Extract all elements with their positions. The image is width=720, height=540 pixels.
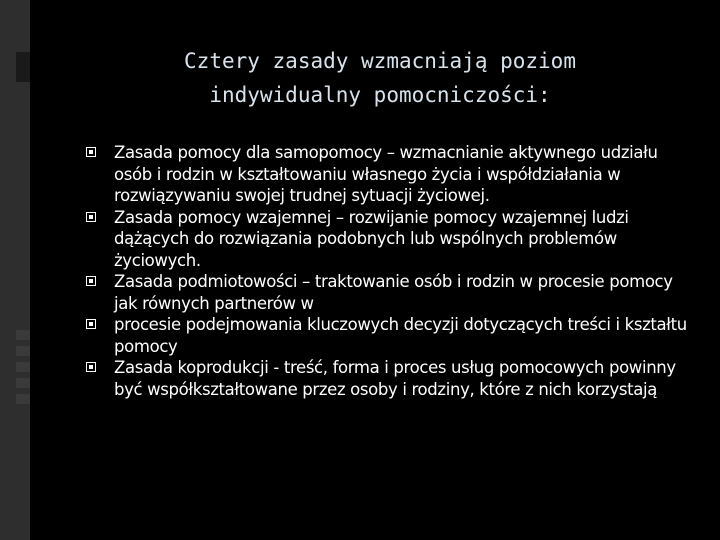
- bullet-item: [86, 314, 690, 357]
- bullet-text: Zasada koprodukcji - treść, forma i proces usług pomocowych powinny być współkształtowane przez osoby i rodziny, które z nich korzystają: [114, 358, 676, 399]
- decorative-block: [16, 330, 30, 340]
- bullet-item: [86, 271, 690, 314]
- slide-title: [60, 44, 700, 112]
- bullet-text: procesie podejmowania kluczowych decyzji dotyczących treści i kształtu pomocy: [114, 315, 687, 356]
- bullet-item: [86, 207, 690, 272]
- square-bullet-icon: [86, 362, 96, 372]
- bullet-item: [86, 357, 690, 400]
- decorative-block: [16, 346, 30, 356]
- decorative-block: [16, 362, 30, 372]
- square-bullet-icon: [86, 319, 96, 329]
- slide-title-line: Cztery zasady wzmacniają poziom: [184, 49, 576, 73]
- bullet-text: Zasada podmiotowości – traktowanie osób i rodzin w procesie pomocy jak równych partnerów w: [114, 272, 673, 313]
- decorative-block: [16, 394, 30, 404]
- square-bullet-icon: [86, 276, 96, 286]
- square-bullet-icon: [86, 147, 96, 157]
- decorative-block: [16, 52, 30, 82]
- square-bullet-icon: [86, 212, 96, 222]
- bullet-list: [86, 142, 690, 400]
- bullet-text: Zasada pomocy wzajemnej – rozwijanie pomocy wzajemnej ludzi dążących do rozwiązania podobnych lub wspólnych problemów życiowych.: [114, 207, 629, 270]
- decorative-block: [16, 378, 30, 388]
- bullet-item: [86, 142, 690, 207]
- slide-title-line: indywidualny pomocniczości:: [209, 83, 551, 107]
- bullet-text: Zasada pomocy dla samopomocy – wzmacnianie aktywnego udziału osób i rodzin w kształtowaniu własnego życia i współdziałania w rozwiązywaniu swojej trudnej sytuacji życiowej.: [114, 143, 658, 205]
